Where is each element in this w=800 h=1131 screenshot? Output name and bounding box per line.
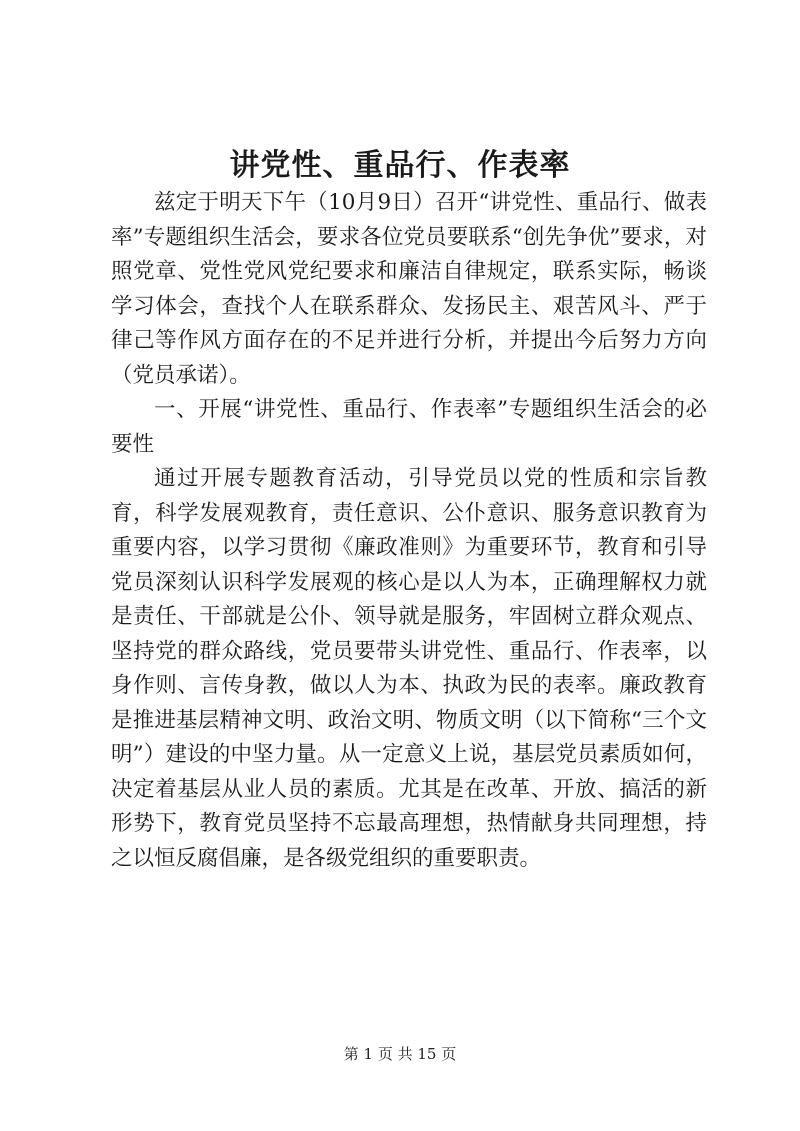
document-title: 讲党性、重品行、作表率 [229, 148, 571, 183]
document-body [111, 186, 707, 876]
paragraph-section-1: 通过开展专题教育活动，引导党员以党的性质和宗旨教育，科学发展观教育，责任意识、公仆意识、服务意识教育为重要内容，以学习贯彻《廉政准则》为重要环节，教育和引导党员深刻认识科学发展观的核心是以人为本，正确理解权力就是责任、干部就是公仆、领导就是服务，牢固树立群众观点、坚持党的群众路线，党员要带头讲党性、重品行、作表率，以身作则、言传身教，做以人为本、执政为民的表率。廉政教育是推进基层精神文明、政治文明、物质文明（以下简称“三个文明”）建设的中坚力量。从一定意义上说，基层党员素质如何，决定着基层从业人员的素质。尤其是在改革、开放、搞活的新形势下，教育党员坚持不忘最高理想，热情献身共同理想，持之以恒反腐倡廉，是各级党组织的重要职责。 [111, 466, 707, 871]
section-heading-1: 一、开展“讲党性、重品行、作表率”专题组织生活会的必要性 [111, 397, 707, 457]
paragraph-notice: 兹定于明天下午（10月9日）召开“讲党性、重品行、做表率”专题组织生活会，要求各位党员要联系“创先争优”要求，对照党章、党性党风党纪要求和廉洁自律规定，联系实际，畅谈学习体会，查找个人在联系群众、发扬民主、艰苦风斗、严于律己等作风方面存在的不足并进行分析，并提出今后努力方向（党员承诺）。 [111, 190, 707, 388]
page-number-footer: 第 1 页 共 15 页 [343, 1045, 457, 1063]
